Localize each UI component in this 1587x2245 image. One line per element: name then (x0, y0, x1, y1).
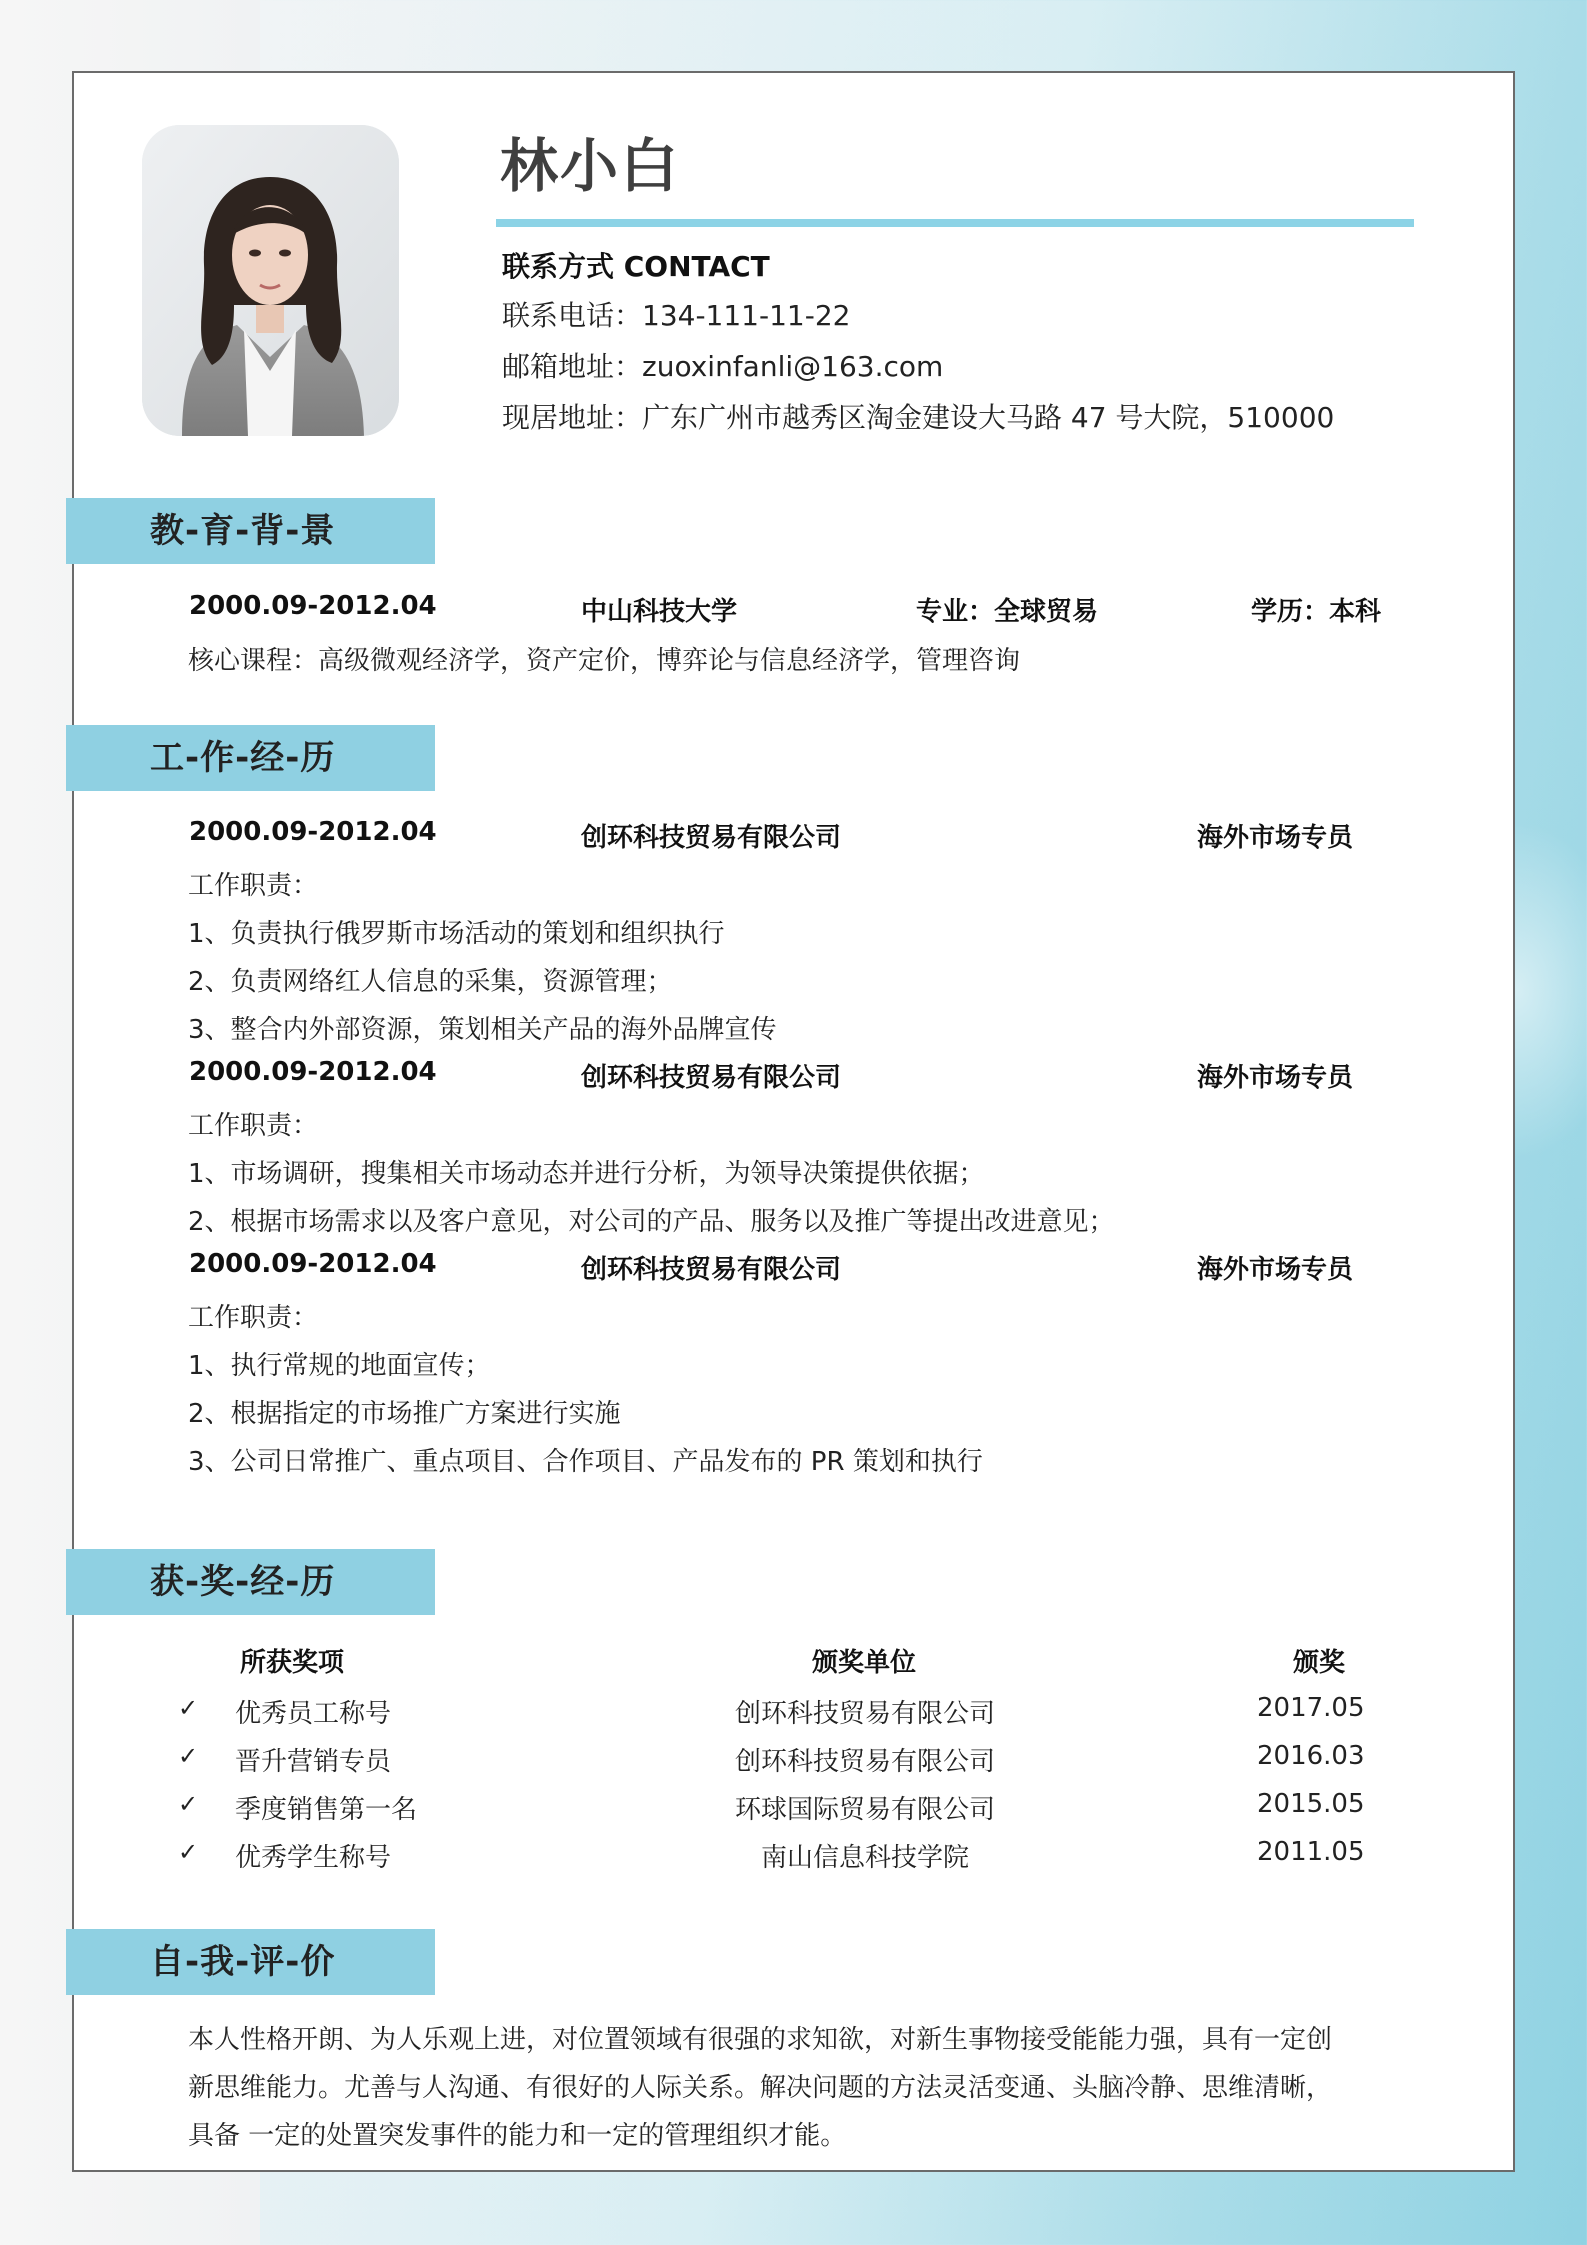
job-1-duty: 2、负责网络红人信息的采集，资源管理； (188, 967, 673, 997)
section-awards-title: 获-奖-经-历 (66, 1549, 435, 1615)
education-degree: 学历：本科 (1251, 597, 1382, 627)
self-evaluation-line: 本人性格开朗、为人乐观上进，对位置领域有很强的求知欲，对新生事物接受能能力强，具有一定创 (188, 2025, 1333, 2055)
job-2-role: 海外市场专员 (1197, 1063, 1354, 1093)
award-name: 优秀学生称号 (235, 1843, 392, 1873)
section-education-title: 教-育-背-景 (66, 498, 435, 564)
job-1-duty-label: 工作职责： (188, 871, 319, 901)
check-icon: ✓ (178, 1790, 199, 1818)
job-1-duty: 1、负责执行俄罗斯市场活动的策划和组织执行 (188, 919, 725, 949)
contact-heading: 联系方式 CONTACT (502, 250, 770, 283)
job-3-duty-label: 工作职责： (188, 1303, 319, 1333)
section-self-title: 自-我-评-价 (66, 1929, 435, 1995)
award-date: 2015.05 (1257, 1789, 1365, 1819)
job-3-duty: 1、执行常规的地面宣传； (188, 1351, 491, 1381)
award-org: 环球国际贸易有限公司 (735, 1795, 996, 1825)
education-school: 中山科技大学 (581, 597, 738, 627)
education-major: 专业：全球贸易 (916, 597, 1099, 627)
award-name: 优秀员工称号 (235, 1699, 392, 1729)
award-date: 2017.05 (1257, 1693, 1365, 1723)
award-date: 2011.05 (1257, 1837, 1365, 1867)
contact-phone: 联系电话：134-111-11-22 (502, 299, 851, 332)
self-evaluation-line: 具备 一定的处置突发事件的能力和一定的管理组织才能。 (188, 2121, 847, 2151)
awards-header-date: 颁奖 (1293, 1648, 1346, 1678)
section-work-title: 工-作-经-历 (66, 725, 435, 791)
portrait-image (142, 125, 399, 436)
job-2-date: 2000.09-2012.04 (189, 1057, 437, 1087)
candidate-name: 林小白 (500, 132, 681, 200)
award-org: 创环科技贸易有限公司 (735, 1747, 996, 1777)
job-3-duty: 2、根据指定的市场推广方案进行实施 (188, 1399, 621, 1429)
education-date: 2000.09-2012.04 (189, 591, 437, 621)
job-3-role: 海外市场专员 (1197, 1255, 1354, 1285)
contact-address: 现居地址：广东广州市越秀区淘金建设大马路 47 号大院，510000 (502, 401, 1335, 434)
job-1-duty: 3、整合内外部资源，策划相关产品的海外品牌宣传 (188, 1015, 777, 1045)
awards-header-award: 所获奖项 (240, 1648, 345, 1678)
award-date: 2016.03 (1257, 1741, 1365, 1771)
award-org: 南山信息科技学院 (761, 1843, 970, 1873)
awards-header-org: 颁奖单位 (812, 1648, 917, 1678)
check-icon: ✓ (178, 1694, 199, 1722)
contact-email: 邮箱地址：zuoxinfanli@163.com (502, 350, 944, 383)
job-1-date: 2000.09-2012.04 (189, 817, 437, 847)
award-name: 晋升营销专员 (235, 1747, 392, 1777)
name-underline (496, 219, 1414, 227)
award-org: 创环科技贸易有限公司 (735, 1699, 996, 1729)
check-icon: ✓ (178, 1742, 199, 1770)
job-1-company: 创环科技贸易有限公司 (581, 823, 842, 853)
job-2-duty: 1、市场调研，搜集相关市场动态并进行分析，为领导决策提供依据； (188, 1159, 985, 1189)
resume-page (72, 71, 1515, 2172)
education-courses: 核心课程：高级微观经济学，资产定价，博弈论与信息经济学，管理咨询 (188, 646, 1021, 676)
job-3-company: 创环科技贸易有限公司 (581, 1255, 842, 1285)
job-2-duty: 2、根据市场需求以及客户意见，对公司的产品、服务以及推广等提出改进意见； (188, 1207, 1115, 1237)
self-evaluation-line: 新思维能力。尤善与人沟通、有很好的人际关系。解决问题的方法灵活变通、头脑冷静、思维清晰， (188, 2073, 1333, 2103)
award-name: 季度销售第一名 (235, 1795, 418, 1825)
check-icon: ✓ (178, 1838, 199, 1866)
job-2-company: 创环科技贸易有限公司 (581, 1063, 842, 1093)
job-1-role: 海外市场专员 (1197, 823, 1354, 853)
profile-photo (142, 125, 399, 436)
self-evaluation-text (188, 2016, 1378, 2160)
job-3-duty: 3、公司日常推广、重点项目、合作项目、产品发布的 PR 策划和执行 (188, 1447, 983, 1477)
job-3-date: 2000.09-2012.04 (189, 1249, 437, 1279)
job-2-duty-label: 工作职责： (188, 1111, 319, 1141)
